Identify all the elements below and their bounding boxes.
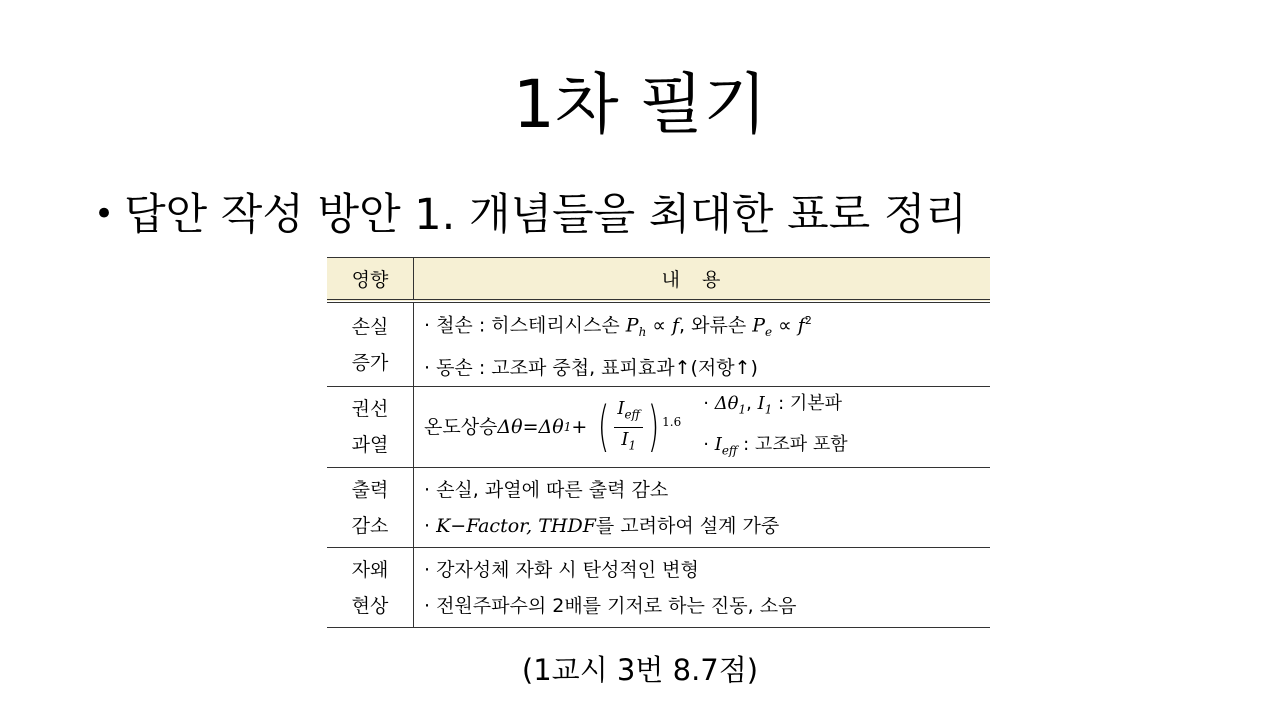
category-line: 과열	[351, 434, 389, 457]
row-category	[327, 468, 414, 548]
slide-caption: (1교시 3번 8.7점)	[521, 653, 759, 687]
effects-table-container	[327, 257, 990, 628]
content-line: · 동손 : 고조파 중첩, 표피효과↑(저항↑)	[424, 357, 758, 380]
category-line: 자왜	[351, 558, 389, 581]
temperature-rise-formula	[424, 387, 990, 467]
formula-exponent: 1.6	[662, 415, 682, 430]
header-category: 영향	[327, 258, 414, 302]
content-line: · 손실, 과열에 따른 출력 감소	[424, 478, 669, 501]
row-content	[414, 468, 991, 548]
fraction-numerator: $I_{eff}$	[614, 398, 643, 428]
row-content	[414, 387, 991, 468]
category-line: 손실	[351, 315, 389, 338]
formula-notes	[703, 386, 847, 469]
category-line: 출력	[351, 478, 389, 501]
row-content	[414, 301, 991, 387]
effects-table	[327, 257, 990, 628]
formula-note: · $\Delta\theta_1$, $I_1$ : 기본파	[703, 392, 843, 417]
category-line: 현상	[351, 594, 389, 617]
content-line: · 강자성체 자화 시 탄성적인 변형	[424, 558, 699, 581]
left-paren-icon: (	[597, 395, 610, 459]
category-line: 권선	[351, 398, 389, 421]
header-content: 내용	[414, 258, 991, 302]
row-content	[414, 548, 991, 628]
category-line: 증가	[351, 351, 389, 374]
formula-note: · $I_{eff}$ : 고조파 포함	[703, 434, 848, 458]
bullet-point	[94, 186, 967, 243]
bullet-text: 답안 작성 방안 1. 개념들을 최대한 표로 정리	[124, 190, 967, 240]
bullet-dot-icon: •	[94, 194, 115, 234]
row-category	[327, 387, 414, 468]
row-category	[327, 301, 414, 387]
formula-fraction	[593, 395, 682, 459]
table-row	[327, 468, 990, 548]
formula-expression: 온도상승 Δθ = Δθ 1 + ( $\frac{I_{eff}}{I_1}$ ) 1.6	[424, 395, 682, 459]
right-paren-icon: )	[647, 395, 660, 459]
table-row	[327, 301, 990, 387]
table-header-row	[327, 258, 990, 302]
content-line: · 철손 : 히스테리시스손 $P_h \propto f$, 와류손 $P_e \propto f^2$	[424, 314, 812, 340]
content-line: · K−Factor, THDF를 고려하여 설계 가중	[424, 514, 780, 537]
category-line: 감소	[351, 514, 389, 537]
row-category	[327, 548, 414, 628]
slide-title: 1차 필기	[512, 66, 768, 143]
content-line: · 전원주파수의 2배를 기저로 하는 진동, 소음	[424, 594, 797, 617]
table-row	[327, 387, 990, 468]
table-row	[327, 548, 990, 628]
fraction-denominator: $I_1$	[621, 428, 637, 453]
